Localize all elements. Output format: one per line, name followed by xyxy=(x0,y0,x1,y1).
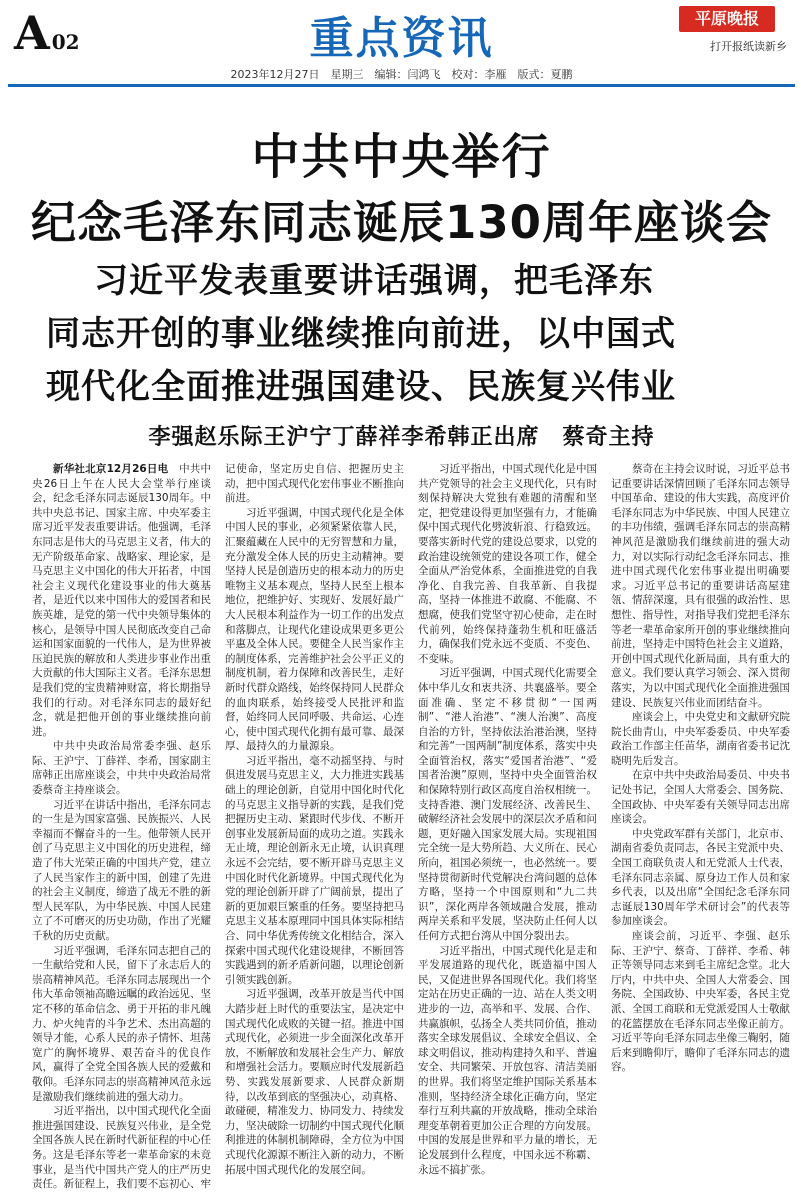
subhead-line-3: 现代化全面推进强国建设、民族复兴伟业 xyxy=(46,367,676,407)
paragraph: 中央党政军群有关部门，北京市、湖南省委负责同志，各民主党派中央、全国工商联负责人和无党派人士代表，毛泽东同志亲属、原身边工作人员和家乡代表，以及出席“全国纪念毛泽东同志诞辰130周年学术研讨会”的代表等参加座谈会。 xyxy=(611,827,790,928)
paragraph: 习近平指出，中国式现代化是走和平发展道路的现代化，既造福中国人民，又促进世界各国现代化。我们将坚定站在历史正确的一边、站在人类文明进步的一边，高举和平、发展、合作、共赢旗帜，弘扬全人类共同价值，推动落实全球发展倡议、全球安全倡议、全球文明倡议，推动构建持久和平、普遍安全、共同繁荣、开放包容、清洁美丽的世界。我们将坚定维护国际关系基本准则，坚持经济全球化正确方向，坚定奉行互利共赢的开放战略，推动全球治理变革朝着更加公正合理的方向发展。中国的发展是世界和平力量的增长，无论发展到什么程度，中国永远不称霸、永远不搞扩张。 xyxy=(418,944,597,1176)
brand-logo: 平原晚报 xyxy=(679,6,775,32)
attendees-line: 李强赵乐际王沪宁丁薛祥李希韩正出席 蔡奇主持 xyxy=(148,424,655,450)
paragraph: 习近平强调，中国式现代化是全体中国人民的事业，必须紧紧依靠人民，汇聚蕴藏在人民中的无穷智慧和力量，充分激发全体人民的历史主动精神。要坚持人民是创造历史的根本动力的历史唯物主义基本观点，坚持人民至上根本地位，把维护好、实现好、发展好最广大人民根本利益作为一切工作的出发点和落脚点，让现代化建设成果更多更公平惠及全体人民。要健全人民当家作主的制度体系，完善维护社会公平正义的制度机制，着力保障和改善民生，走好新时代群众路线，始终保持同人民群众的血肉联系，始终接受人民批评和监督，始终同人民同呼吸、共命运、心连心，使中国式现代化拥有最可靠、最深厚、最持久的力量源泉。 xyxy=(225,506,404,753)
paragraph: 习近平强调，毛泽东同志把自己的一生献给党和人民，留下了永志后人的崇高精神风范。毛泽东同志展现出一个伟大革命领袖高瞻远瞩的政治远见、坚定不移的革命信念、勇于开拓的非凡魄力、炉火纯青的斗争艺术、杰出高超的领导才能，心系人民的赤子情怀、坦荡宽广的胸怀境界、艰苦奋斗的优良作风，赢得了全党全国各族人民的爱戴和敬仰。毛泽东同志的崇高精神风范永远是激励我们继续前进的强大动力。 xyxy=(32,944,211,1103)
subhead-line-1: 习近平发表重要讲话强调，把毛泽东 xyxy=(94,261,654,301)
headline-line-2: 纪念毛泽东同志诞辰130周年座谈会 xyxy=(31,196,772,249)
paragraph: 座谈会前，习近平、李强、赵乐际、王沪宁、蔡奇、丁薛祥、李希、韩正等领导同志来到毛主席纪念堂。北大厅内，中共中央、全国人大常委会、国务院、全国政协、中央军委，各民主党派、全国工商联和无党派爱国人士敬献的花篮摆放在毛泽东同志坐像正前方。习近平等向毛泽东同志坐像三鞠躬，随后来到瞻仰厅，瞻仰了毛泽东同志的遗容。 xyxy=(611,930,790,1074)
paragraph: 中共中央政治局常委李强、赵乐际、王沪宁、丁薛祥、李希，国家副主席韩正出席座谈会，中共中央政治局常委蔡奇主持座谈会。 xyxy=(32,740,211,797)
brand-slogan: 打开报纸读新乡 xyxy=(710,40,787,53)
page-letter: A xyxy=(14,6,50,60)
paragraph-0 xyxy=(32,462,211,739)
headline-line-1: 中共中央举行 xyxy=(251,129,552,185)
header-rule xyxy=(8,84,795,87)
paragraph: 蔡奇在主持会议时说，习近平总书记重要讲话深情回顾了毛泽东同志领导中国革命、建设的伟大实践，高度评价毛泽东同志为中华民族、中国人民建立的丰功伟绩，强调毛泽东同志的崇高精神风范是激励我们继续前进的强大动力，对以实际行动纪念毛泽东同志、推进中国式现代化宏伟事业提出明确要求。习近平总书记的重要讲话高屋建瓴、情辞深邃，具有很强的政治性、思想性、指导性，对指导我们党把毛泽东等老一辈革命家所开创的事业继续推向前进，坚持走中国特色社会主义道路，开创中国式现代化新局面，具有重大的意义。我们要认真学习领会、深入贯彻落实，为以中国式现代化全面推进强国建设、民族复兴伟业而团结奋斗。 xyxy=(611,463,790,709)
paragraph: 习近平指出，中国式现代化是中国共产党领导的社会主义现代化，只有时刻保持解决大党独有难题的清醒和坚定，把党建设得更加坚强有力，才能确保中国式现代化劈波斩浪、行稳致远。要落实新时代党的建设总要求，以党的政治建设统领党的建设各项工作，健全全面从严治党体系，全面推进党的自我净化、自我完善、自我革新、自我提高，坚持一体推进不敢腐、不能腐、不想腐，使我们党坚守初心使命，走在时代前列，始终保持蓬勃生机和旺盛活力，确保我们党永远不变质、不变色、不变味。 xyxy=(418,463,597,665)
paragraph-text: 中共中央26日上午在人民大会堂举行座谈会，纪念毛泽东同志诞辰130周年。中共中央总书记、国家主席、中央军委主席习近平发表重要讲话。他强调，毛泽东同志是伟大的马克思主义者，伟大的无产阶级革命家、战略家、理论家，是马克思主义中国化的伟大开拓者，中国社会主义现代化建设事业的伟大奠基者，是近代以来中国伟大的爱国者和民族英雄，是党的第一代中央领导集体的核心，是领导中国人民彻底改变自己命运和国家面貌的一代伟人，是为世界被压迫民族的解放和人类进步事业作出重大贡献的伟大国际主义者。毛泽东思想是我们党的宝贵精神财富，将长期指导我们的行动。对毛泽东同志的最好纪念，就是把他开创的事业继续推向前进。 xyxy=(32,463,212,738)
page-num: 02 xyxy=(51,30,80,54)
paragraph: 习近平在讲话中指出，毛泽东同志的一生是为国家富强、民族振兴、人民幸福而不懈奋斗的一生。他带领人民开创了马克思主义中国化的历史进程，缔造了伟大光荣正确的中国共产党，建立了人民当家作主的新中国，创建了先进的社会主义制度，缔造了战无不胜的新型人民军队，为中华民族、中国人民建立了不可磨灭的历史功勋，作出了光耀千秋的历史贡献。 xyxy=(32,798,211,942)
paragraph: 习近平指出，以中国式现代化全面推进强国建设、民族复兴伟业，是全党全国各族人民在新时代新征程的中心任务。这是毛泽东等老一辈革命家的未竟事业，是当代中国共产党人的庄严历史责任。新征程上，我们要不忘初心、牢记使命，坚定历史自信、把握历史主动，把中国式现代化宏伟事业不断推向前进。 xyxy=(32,463,404,1191)
paragraph: 座谈会上，中央党史和文献研究院院长曲青山，中央军委委员、中央军委政治工作部主任苗华，湖南省委书记沈晓明先后发言。 xyxy=(611,711,790,767)
section-title: 重点资讯 xyxy=(309,13,494,64)
paragraph: 习近平强调，改革开放是当代中国大踏步赶上时代的重要法宝，是决定中国式现代化成败的关键一招。推进中国式现代化，必须进一步全面深化改革开放，不断解放和发展社会生产力、解放和增强社会活力。要顺应时代发展新趋势、实践发展新要求、人民群众新期待，以改革到底的坚强决心，动真格、敢碰硬，精准发力、协同发力、持续发力，坚决破除一切制约中国式现代化顺利推进的体制机制障碍，全方位为中国式现代化源源不断注入新的动力，不断拓展中国式现代化的发展空间。 xyxy=(225,988,404,1176)
paragraph: 在京中共中央政治局委员、中央书记处书记，全国人大常委会、国务院、全国政协、中央军委有关领导同志出席座谈会。 xyxy=(611,769,790,826)
dateline: 2023年12月27日 星期三 编辑：闫鸿飞 校对：李雁 版式：夏鹏 xyxy=(230,68,573,81)
subhead-line-2: 同志开创的事业继续推向前进，以中国式 xyxy=(46,314,676,354)
subhead xyxy=(46,255,786,414)
paragraph: 习近平强调，中国式现代化需要全体中华儿女和衷共济、共襄盛举。要全面准确、坚定不移贯彻“一国两制”、“港人治港”、“澳人治澳”、高度自治的方针，坚持依法治港治澳，坚持和完善“一国两制”制度体系，落实中央全面管治权，落实“爱国者治港”、“爱国者治澳”原则，坚持中央全面管治权和保障特别行政区高度自治权相统一。支持香港、澳门发展经济、改善民生、破解经济社会发展中的深层次矛盾和问题，更好融入国家发展大局。实现祖国完全统一是大势所趋、大义所在、民心所向，祖国必须统一，也必然统一。要坚持贯彻新时代党解决台湾问题的总体方略，坚持一个中国原则和“九二共识”，深化两岸各领域融合发展，推动两岸关系和平发展，坚决防止任何人以任何方式把台湾从中国分裂出去。 xyxy=(418,667,597,942)
paragraph: 习近平指出，毫不动摇坚持、与时俱进发展马克思主义，大力推进实践基础上的理论创新，自觉用中国化时代化的马克思主义指导新的实践，是我们党把握历史主动、紧跟时代步伐、不断开创事业发展新局面的成功之道。实践永无止境，理论创新永无止境，认识真理永远不会完结，要不断开辟马克思主义中国化时代化新境界。中国式现代化为党的理论创新开辟了广阔前景，提出了新的更加艰巨繁重的任务。要坚持把马克思主义基本原理同中国具体实际相结合、同中华优秀传统文化相结合，深入探索中国式现代化建设规律，不断回答实践遇到的新矛盾新问题，以理论创新引领实践创新。 xyxy=(225,754,404,986)
lead-label: 新华社北京12月26日电 xyxy=(53,463,169,475)
article-body xyxy=(32,462,790,1198)
masthead xyxy=(0,0,803,82)
